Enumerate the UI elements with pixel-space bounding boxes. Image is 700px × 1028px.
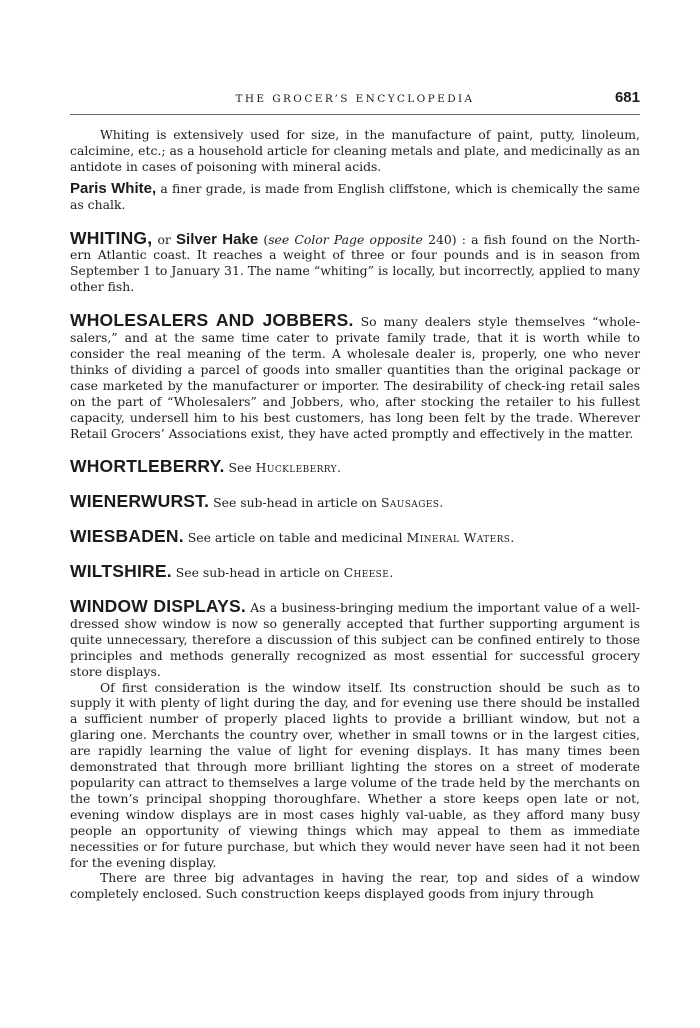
cross-reference: Sausages.	[380, 495, 444, 511]
entry-alt-name: Silver Hake	[176, 230, 259, 248]
entry-window-displays	[70, 596, 640, 680]
running-header	[70, 89, 640, 115]
entry-heading: WHOLESALERS AND JOBBERS.	[70, 310, 354, 331]
page-body	[70, 127, 640, 902]
entry-text: a fish found on the North-ern Atlantic coast. It reaches a weight of three or four pounds and is in season from September 1 to January 31. The name “whiting” is locally, but incorrectly, applied to many other fish.	[70, 231, 640, 295]
window-displays-paragraph-2: Of first consideration is the window itself. Its construction should be such as to supply it with plenty of light during the day, and for evening use there should be installed a sufficient number of properly placed lights to provide a brilliant window, but not a glaring one. Merchants the country over, whether in small towns or in the largest cities, are rapidly learning the value of light for evening displays. It has many times been demonstrated that through more brilliant lighting the stores on a street of moderate popularity can attract to themselves a large volume of the trade held by the merchants on the town’s principal shopping thoroughfare. Whether a store keeps open late or not, evening window displays are in most cases highly val-uable, as they afford many busy people an opportunity of viewing things which may appeal to them as immediate necessities or for future purchase, but which they would never have seen had it not been for the evening display.	[70, 679, 640, 870]
running-title: THE GROCER’S ENCYCLOPEDIA	[235, 93, 475, 105]
entry-see-text: See sub-head in article on	[175, 565, 340, 581]
entry-heading: WIENERWURST.	[70, 491, 210, 512]
entry-wienerwurst	[70, 491, 640, 512]
cross-reference: Mineral Waters.	[406, 530, 515, 546]
whiting-uses-paragraph: Whiting is extensively used for size, in the manufacture of paint, putty, linoleum, calcimine, etc.; as a household article for cleaning metals and plate, and medicinally as an antidote in cases of poisoning with mineral acids.	[70, 127, 640, 174]
entry-see-text: See sub-head in article on	[213, 495, 377, 511]
entry-see-text: See	[228, 460, 252, 476]
entry-heading: Paris White,	[70, 179, 157, 197]
entry-heading: WHITING,	[70, 227, 153, 248]
entry-whiting-fish: WHITING, or Silver Hake (see Color Page opposite 240) : a fish found on the North-ern Atlantic coast. It reaches a weight of three or four pounds and is in season from September 1 to January 31. The name “whiting” is locally, but incorrectly, applied to many other fish.	[70, 227, 640, 295]
cross-reference: Cheese.	[343, 565, 394, 581]
entry-text: As a business-bringing medium the important value of a well-dressed show window is now so generally accepted that further supporting argument is quite unnecessary, therefore a discussion of this subject can be confined entirely to those principles and methods generally recognized as most essential for successful grocery store displays.	[70, 600, 640, 679]
page-number: 681	[614, 89, 640, 106]
entry-text: a finer grade, is made from English cliffstone, which is chemically the same as chalk.	[70, 180, 640, 212]
color-page-number: 240	[428, 231, 452, 247]
entry-paris-white	[70, 181, 640, 213]
entry-wiltshire	[70, 561, 640, 582]
entry-heading: WHORTLEBERRY.	[70, 456, 225, 477]
entry-heading: WIESBADEN.	[70, 526, 184, 547]
window-displays-paragraph-3: There are three big advantages in having the rear, top and sides of a window completely enclosed. Such construction keeps displayed goods from injury through	[70, 870, 640, 902]
color-page-reference: see Color Page opposite	[268, 231, 423, 247]
entry-heading: WILTSHIRE.	[70, 561, 172, 582]
entry-see-text: See article on table and medicinal	[187, 530, 403, 546]
entry-wholesalers	[70, 310, 640, 441]
entry-heading: WINDOW DISPLAYS.	[70, 596, 246, 617]
entry-whortleberry	[70, 456, 640, 477]
entry-text: So many dealers style themselves “whole-salers,” and at the same time cater to private family trade, that it is worth while to consider the real meaning of the term. A wholesale dealer is, properly, one who never thinks of dividing a parcel of goods into smaller quantities than the original package or case marketed by the manufacturer or importer. The desirability of check-ing retail sales on the part of “Wholesalers” and Jobbers, who, after stocking the retailer to his fullest capacity, undersell him to his best customers, has long been felt by the trade. Wherever Retail Grocers’ Associations exist, they have acted promptly and effectively in the matter.	[70, 314, 640, 441]
entry-wiesbaden	[70, 526, 640, 547]
entry-connector: or	[157, 231, 171, 247]
cross-reference: Huckleberry.	[255, 460, 342, 476]
